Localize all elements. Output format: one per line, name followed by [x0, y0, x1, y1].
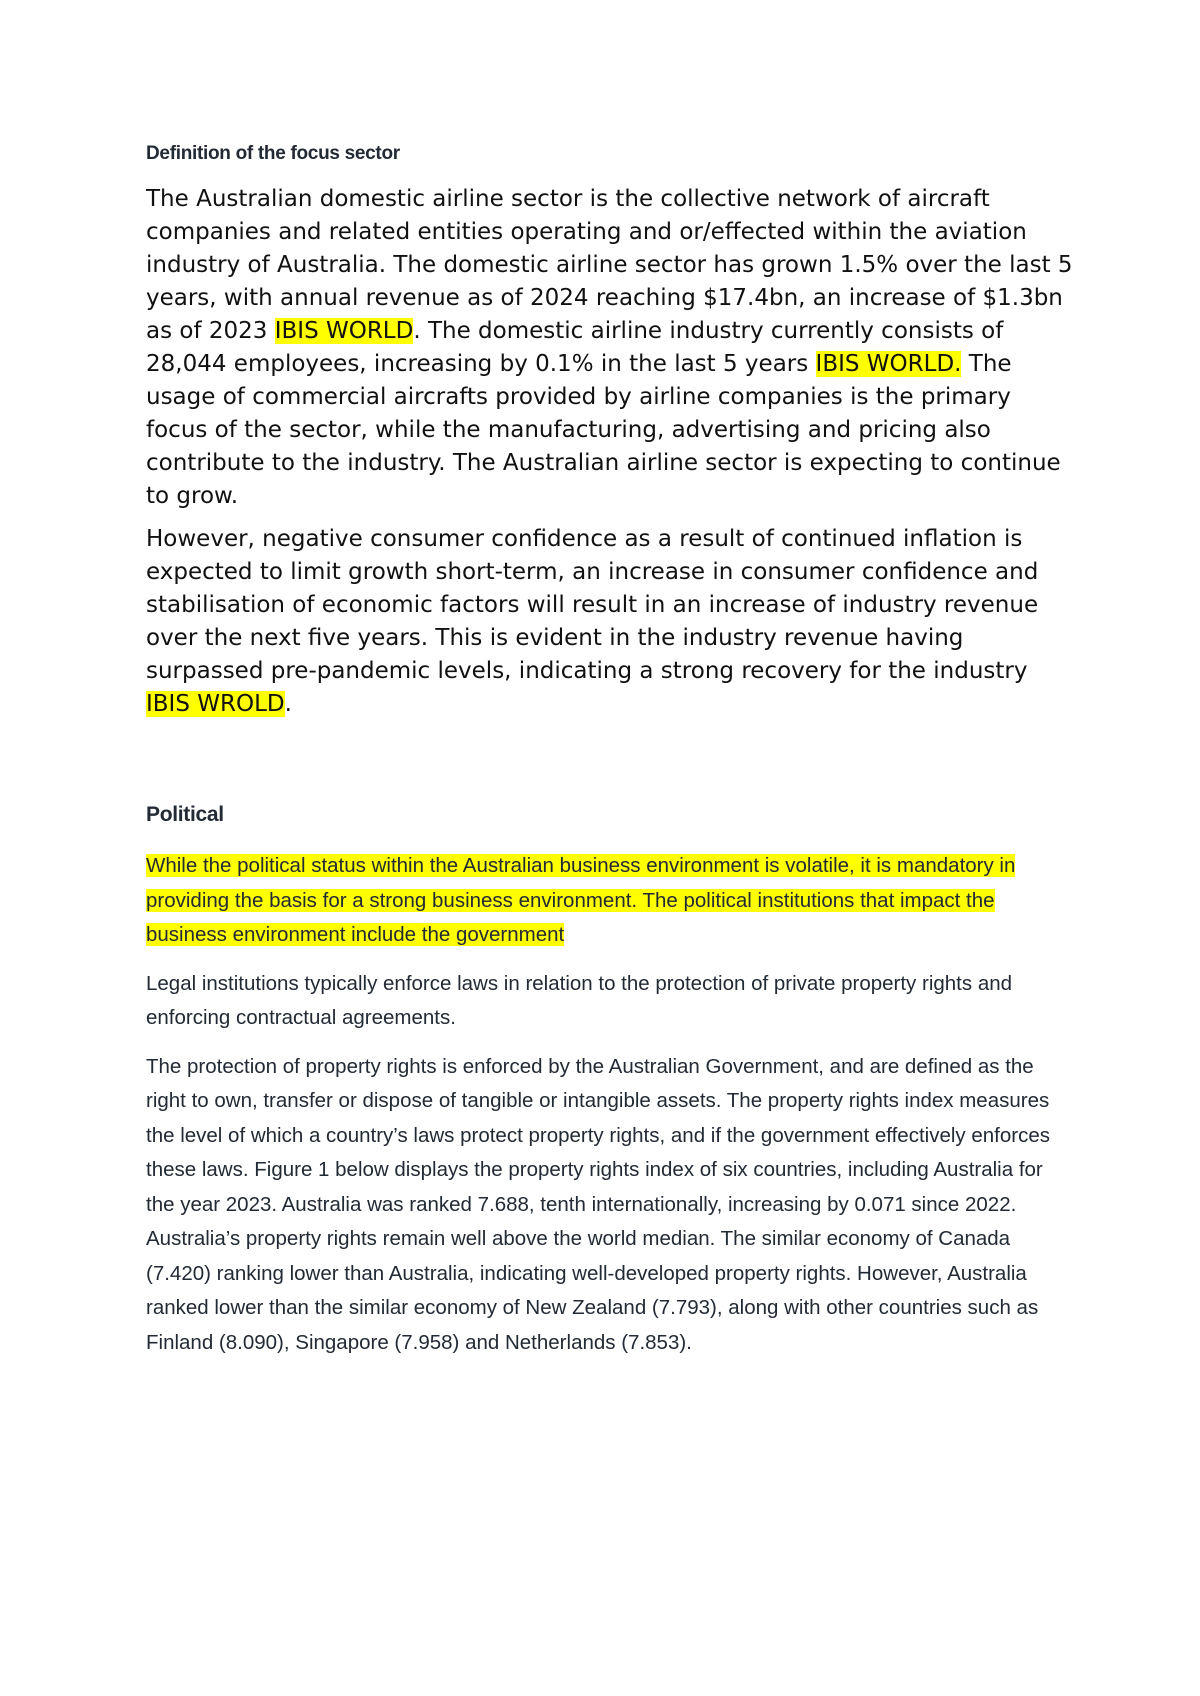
- definition-heading: Definition of the focus sector: [146, 143, 400, 164]
- political-paragraph-2: Legal institutions typically enforce laws in relation to the protection of private property rights and enforcing contractual agreements.: [146, 971, 1013, 1029]
- definition-paragraph-2: [146, 523, 1076, 721]
- citation-highlight: IBIS WORLD.: [815, 351, 962, 377]
- definition-p1-text-3: The usage of commercial aircrafts provided by airline companies is the primary focus of the sector, while the manufacturing, advertising and pricing also contribute to the industry. The Australian airline sector is expecting to continue to grow.: [146, 351, 1061, 509]
- definition-p1-text-1: The Australian domestic airline sector is the collective network of aircraft companies and related entities operating and or/effected within the aviation industry of Australia. The domestic airline sector has grown 1.5% over the last 5 years, with annual revenue as of 2024 reaching $17.4bn, an increase of $1.3bn as of 2023: [146, 186, 1073, 344]
- document-content: [146, 143, 1076, 1374]
- political-heading: Political: [146, 803, 224, 826]
- definition-p2-text-2: .: [284, 691, 292, 717]
- section-spacer: [146, 731, 1076, 803]
- political-highlighted-text: While the political status within the Australian business environment is volatile, it is mandatory in providing the basis for a strong business environment. The political institutions that impact the business environment include the government: [146, 854, 1016, 946]
- political-paragraph-3: The protection of property rights is enforced by the Australian Government, and are defined as the right to own, transfer or dispose of tangible or intangible assets. The property rights index measures the level of which a country’s laws protect property rights, and if the government effectively enforces these laws. Figure 1 below displays the property rights index of six countries, including Australia for the year 2023. Australia was ranked 7.688, tenth internationally, increasing by 0.071 since 2022. Australia’s property rights remain well above the world median. The similar economy of Canada (7.420) ranking lower than Australia, indicating well-developed property rights. However, Australia ranked lower than the similar economy of New Zealand (7.793), along with other countries such as Finland (8.090), Singapore (7.958) and Netherlands (7.853).: [146, 1054, 1050, 1354]
- definition-paragraph-1: [146, 183, 1076, 513]
- citation-highlight: IBIS WROLD: [146, 691, 285, 717]
- definition-p1-text-2: . The domestic airline industry currently consists of 28,044 employees, increasing by 0.1% in the last 5 years: [146, 318, 1004, 377]
- citation-highlight: IBIS WORLD: [274, 318, 414, 344]
- political-paragraph-1: [146, 849, 1076, 953]
- definition-p2-text-1: However, negative consumer confidence as a result of continued inflation is expected to limit growth short-term, an increase in consumer confidence and stabilisation of economic factors will result in an increase of industry revenue over the next five years. This is evident in the industry revenue having surpassed pre-pandemic levels, indicating a strong recovery for the industry: [146, 526, 1039, 684]
